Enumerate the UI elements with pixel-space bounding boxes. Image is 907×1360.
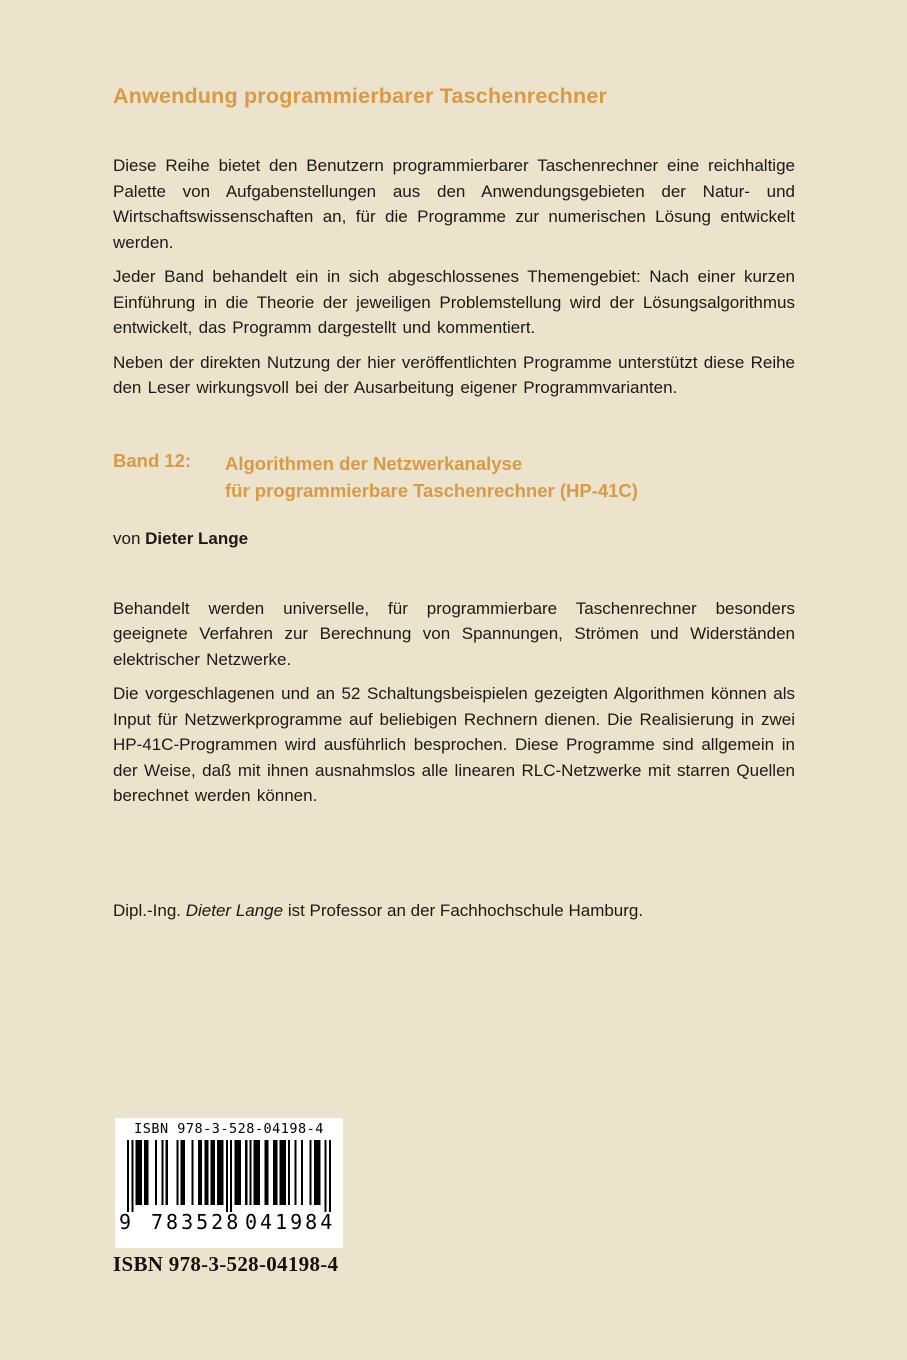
band-title xyxy=(225,450,638,504)
barcode-digit-first: 9 xyxy=(119,1210,132,1234)
intro-paragraph-1: Diese Reihe bietet den Benutzern programmierbarer Taschenrechner eine reichhaltige Palette von Aufgabenstellungen aus den Anwendungsgebieten der Natur- und Wirtschaftswissenschaften an, für die Programme zur numerischen Lösung entwickelt werden. xyxy=(113,156,795,252)
author-bio-rest: ist Professor an der Fachhochschule Hamburg. xyxy=(283,900,644,920)
band-number-label: Band 12: xyxy=(113,449,192,471)
series-title: Anwendung programmierbarer Taschenrechner xyxy=(113,84,608,108)
isbn-number: ISBN 978-3-528-04198-4 xyxy=(113,1252,339,1276)
description-paragraph-1: Behandelt werden universelle, für programmierbare Taschenrechner besonders geeignete Verfahren zur Berechnung von Spannungen, Strömen und Widerständen elektrischer Netzwerke. xyxy=(113,598,795,669)
intro-paragraph-3: Neben der direkten Nutzung der hier veröffentlichten Programme unterstützt diese Reihe den Leser wirkungsvoll bei der Ausarbeitung eigener Programmvarianten. xyxy=(113,352,795,397)
barcode-digits-group-2: 041984 xyxy=(245,1210,336,1234)
intro-paragraph-2: Jeder Band behandelt ein in sich abgeschlossenes Themengebiet: Nach einer kurzen Einführung in die Theorie der jeweiligen Problemstellung wird der Lösungsalgorithmus entwickelt, das Programm dargestellt und kommentiert. xyxy=(113,267,795,337)
barcode-digits-group-1: 783528 xyxy=(151,1210,242,1234)
barcode-isbn-text: ISBN 978-3-528-04198-4 xyxy=(134,1121,324,1137)
author-bio-name: Dieter Lange xyxy=(185,900,284,920)
author-line xyxy=(113,529,795,549)
book-description xyxy=(113,596,795,809)
series-intro xyxy=(113,153,795,401)
band-title-line-2: für programmierbare Taschenrechner (HP-41C) xyxy=(225,479,638,501)
description-paragraph-2: Die vorgeschlagenen und an 52 Schaltungsbeispielen gezeigten Algorithmen können als Input für Netzwerkprogramme auf beliebigen Rechnern dienen. Die Realisierung in zwei HP-41C-Programmen wird ausführlich besprochen. Diese Programme sind allgemein in der Weise, daß mit ihnen ausnahmslos alle linearen RLC-Netzwerke mit starren Quellen berechnet werden können. xyxy=(113,684,795,805)
cover-text-content xyxy=(113,0,795,921)
barcode-panel xyxy=(115,1118,343,1248)
author-bio-line xyxy=(113,901,795,921)
band-title-line-1: Algorithmen der Netzwerkanalyse xyxy=(225,452,523,474)
author-name: Dieter Lange xyxy=(145,528,249,548)
author-bio-title: Dipl.-Ing. xyxy=(113,900,186,920)
barcode-digits xyxy=(119,1210,336,1236)
ean-barcode xyxy=(127,1140,331,1212)
author-prefix: von xyxy=(113,528,146,548)
band-heading xyxy=(113,450,795,504)
